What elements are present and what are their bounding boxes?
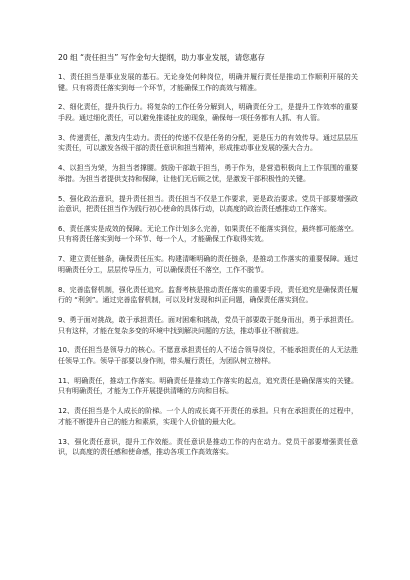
list-item	[58, 102, 358, 123]
item-list	[58, 72, 358, 458]
item-text: 1、责任担当是事业发展的基石。无论身处何种岗位，明确并履行责任是推动工作顺利开展的关键。只有将责任落实到每一个环节，才能确保工作的高效与精准。	[58, 73, 358, 92]
list-item	[58, 254, 358, 275]
list-item	[58, 163, 358, 184]
item-text: 7、建立责任链条，确保责任压实。构建清晰明确的责任链条，是推动工作落实的重要保障。通过明确责任分工，层层传导压力，可以确保责任不落空，工作不脱节。	[58, 255, 358, 274]
item-text: 13、强化责任意识，提升工作效能。责任意识是推动工作的内在动力。党员干部要增强责任意识，以高度的责任感和使命感，推动各项工作高效落实。	[58, 437, 358, 457]
item-text: 5、强化政治意识，提升责任担当。责任担当不仅是工作要求，更是政治要求。党员干部要增强政治意识，把责任担当作为践行初心使命的具体行动，以高度的政治责任感推动工作落实。	[58, 194, 358, 214]
item-text: 9、勇于面对挑战，敢于承担责任。面对困难和挑战，党员干部要敢于挺身而出，勇于承担责任。只有这样，才能在复杂多变的环境中找到解决问题的方法，推动事业不断前进。	[58, 316, 358, 335]
list-item	[58, 345, 358, 366]
list-item	[58, 437, 358, 458]
list-item	[58, 194, 358, 215]
list-item	[58, 72, 358, 93]
list-item	[58, 406, 358, 427]
list-item	[58, 224, 358, 245]
item-text: 10、责任担当是领导力的核心。不愿意承担责任的人不适合领导岗位，不能承担责任的人无法胜任领导工作。领导干部要以身作则，带头履行责任，为团队树立榜样。	[58, 346, 358, 365]
item-text: 4、以担当为荣，为担当者撑腰。鼓励干部敢于担当，勇于作为，是营造积极向上工作氛围的重要举措。为担当者提供支持和保障，让他们无后顾之忧，是激发干部积极性的关键。	[58, 164, 358, 183]
list-item	[58, 315, 358, 336]
list-item	[58, 133, 358, 154]
item-text: 6、责任落实是成效的保障。无论工作计划多么完善，如果责任不能落实到位，最终都可能落空。只有将责任落实到每一个环节、每一个人，才能确保工作取得实效。	[58, 224, 358, 244]
list-item	[58, 376, 358, 397]
item-text: 8、完善监督机制，强化责任追究。监督考核是推动责任落实的重要手段，责任追究是确保责任履行的 “利剑”。通过完善监督机制，可以及时发现和纠正问题，确保责任落实到位。	[58, 285, 358, 305]
list-item	[58, 285, 358, 306]
document-title: 20 组 “责任担当” 写作金句大提纲，助力事业发展，请您惠存	[58, 53, 266, 62]
item-text: 12、责任担当是个人成长的阶梯。一个人的成长离不开责任的承担。只有在承担责任的过程中，才能不断提升自己的能力和素质，实现个人价值的最大化。	[58, 407, 358, 426]
item-text: 11、明确责任，推动工作落实。明确责任是推动工作落实的起点，追究责任是确保落实的关键。只有明确责任，才能为工作开展提供清晰的方向和目标。	[58, 376, 358, 396]
item-text: 2、细化责任，提升执行力。将复杂的工作任务分解到人，明确责任分工，是提升工作效率的重要手段。通过细化责任，可以避免推诿扯皮的现象，确保每一项任务都有人抓、有人管。	[58, 103, 358, 122]
item-text: 3、传递责任，激发内生动力。责任的传递不仅是任务的分配，更是压力的有效传导。通过层层压实责任，可以激发各级干部的责任意识和担当精神，形成推动事业发展的强大合力。	[58, 133, 358, 153]
